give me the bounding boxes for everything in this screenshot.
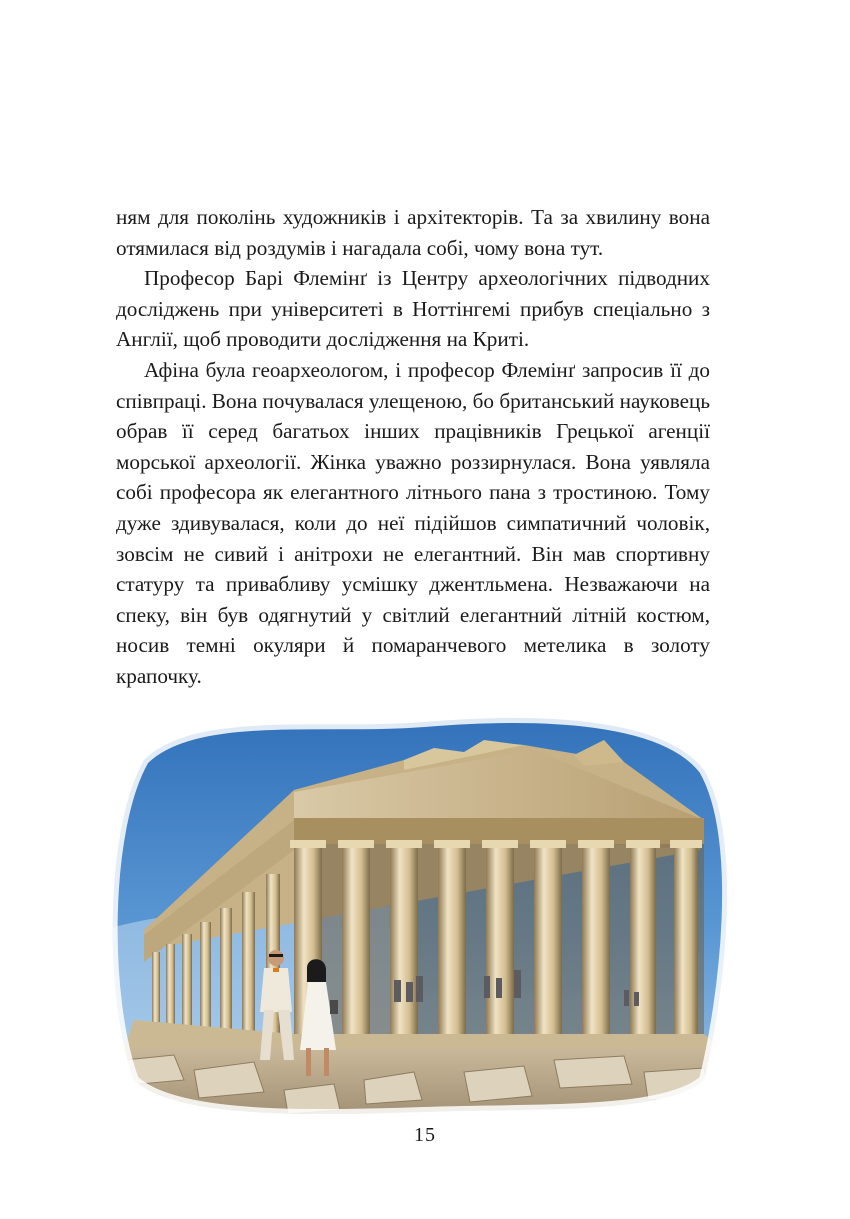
parthenon-illustration <box>104 700 732 1120</box>
paragraph-continued: ням для поколінь художників і архітекторів. Та за хвилину вона отямилася від роздумів і нагадала собі, чому вона тут. <box>116 205 710 260</box>
page-body-text <box>116 202 710 692</box>
page-number: 15 <box>414 1124 436 1146</box>
paragraph-professor: Професор Барі Флемінґ із Центру археологічних підводних досліджень при університеті в Ноттінгемі прибув спеціально з Англії, щоб проводити дослідження на Криті. <box>116 266 710 352</box>
paragraph-athena: Афіна була геоархеологом, і професор Флемінґ запросив її до співпраці. Вона почувалася улещеною, бо британський науковець обрав її серед багатьох інших працівників Грецької агенції морської археології. Жінка уважно роззирнулася. Вона уявляла собі професора як елегантного літнього пана з тростиною. Тому дуже здивувалася, коли до неї підійшов симпатичний чоловік, зовсім не сивий і анітрохи не елегантний. Він мав спортивну статуру та привабливу усмішку джентльмена. Незважаючи на спеку, він був одягнутий у світлий елегантний літній костюм, носив темні окуляри й помаранчевого метелика в золоту крапочку. <box>116 357 710 688</box>
parthenon-picture <box>104 700 732 1120</box>
